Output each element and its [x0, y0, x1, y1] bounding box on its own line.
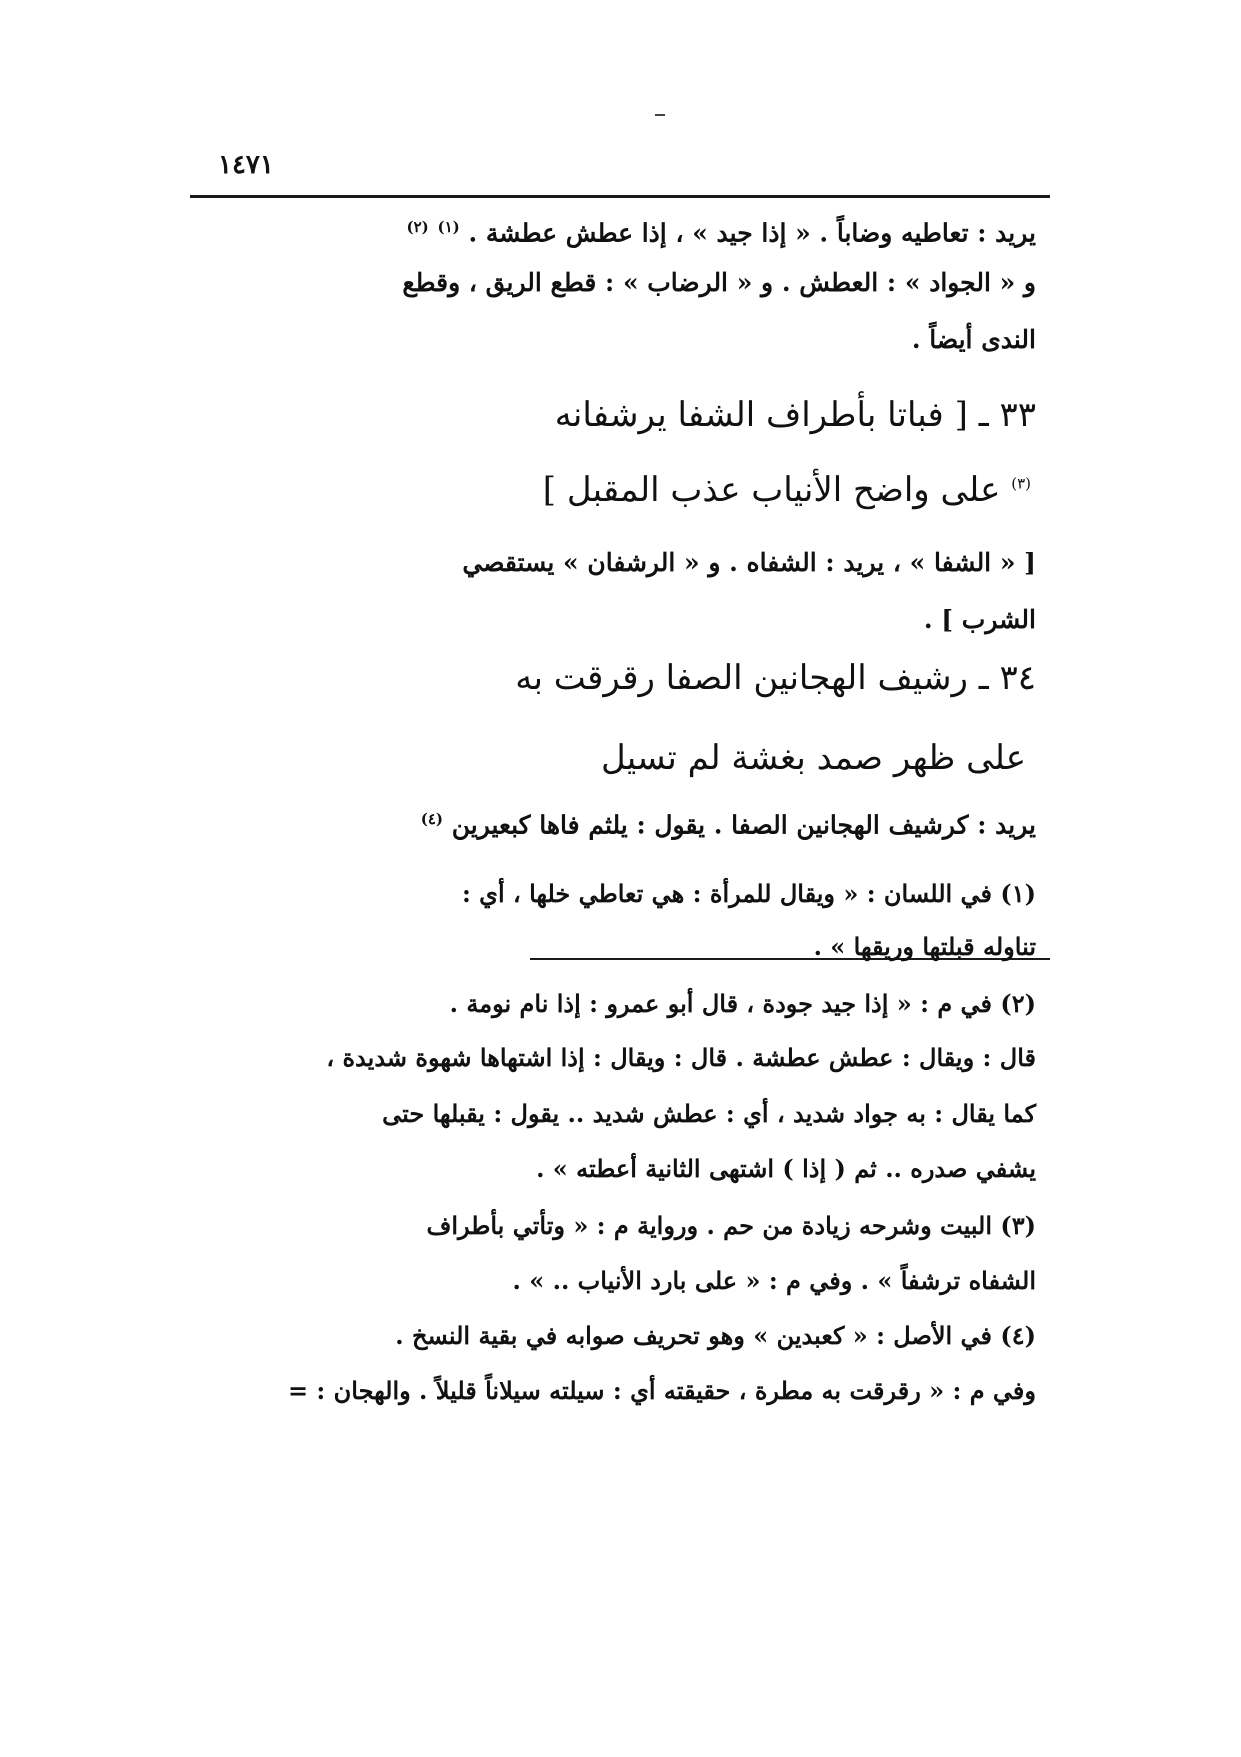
- footnote-line: وفي م : « رقرقت به مطرة ، حقيقته أي : سيلته سيلاناً قليلاً . والهجان : =: [287, 1376, 1036, 1405]
- footnote-line: (٢) في م : « إذا جيد جودة ، قال أبو عمرو : إذا نام نومة .: [449, 989, 1036, 1018]
- header-rule: [190, 195, 1050, 198]
- footnote-ref-4: (٤): [420, 810, 443, 828]
- verse-33-explain-2: الشرب ] .: [923, 605, 1036, 634]
- top-mark: [655, 114, 665, 116]
- footnote-line: الشفاه ترشفاً » . وفي م : « على بارد الأنياب .. » .: [512, 1266, 1036, 1295]
- footnote-line: قال : ويقال : عطش عطشة . قال : ويقال : إذا اشتهاها شهوة شديدة ،: [326, 1043, 1036, 1072]
- verse-33-first: ٣٣ ـ [ فباتا بأطراف الشفا يرشفانه: [554, 395, 1036, 435]
- footnote-line: يشفي صدره .. ثم ( إذا ) اشتهى الثانية أعطته » .: [536, 1154, 1036, 1183]
- page-number: ١٤٧١: [218, 150, 274, 180]
- commentary-line-2: و « الجواد » : العطش . و « الرضاب » : قطع الريق ، وقطع: [402, 268, 1036, 297]
- verse-33-explain-1: [ « الشفا » ، يريد : الشفاه . و « الرشفان » يستقصي: [462, 548, 1036, 577]
- footnote-ref-2: (٢): [406, 218, 429, 236]
- commentary-line-1: يريد : تعاطيه وضاباً . « إذا جيد » ، إذا عطش عطشة . $^{(١)}$ $^{(٢)}$: [406, 218, 1036, 248]
- verse-34-first: ٣٤ ـ رشيف الهجانين الصفا رقرقت به: [515, 658, 1036, 698]
- verse-34-explain: يريد : كرشيف الهجانين الصفا . يقول : يلثم فاها كبعيرين $^{(٤)}$: [420, 810, 1036, 840]
- footnote-ref-3: (٣): [1011, 474, 1031, 493]
- footnote-line: (٤) في الأصل : « كعبدين » وهو تحريف صوابه في بقية النسخ .: [395, 1321, 1036, 1350]
- footnote-line: (١) في اللسان : « ويقال للمرأة : هي تعاطي خلها ، أي :: [461, 879, 1036, 908]
- verse-34-second: على ظهر صمد بغشة لم تسيل: [601, 738, 1026, 778]
- footnote-line: (٣) البيت وشرحه زيادة من حم . ورواية م : « وتأتي بأطراف: [426, 1211, 1036, 1240]
- footnote-line: تناوله قبلتها وريقها » .: [813, 932, 1036, 961]
- footnote-ref-1: (١): [437, 218, 460, 236]
- commentary-line-3: الندى أيضاً .: [911, 325, 1036, 354]
- footnote-line: كما يقال : به جواد شديد ، أي : عطش شديد .. يقول : يقبلها حتى: [382, 1099, 1036, 1128]
- verse-33-second: $^{(٣)}$ على واضح الأنياب عذب المقبل ]: [542, 470, 1031, 510]
